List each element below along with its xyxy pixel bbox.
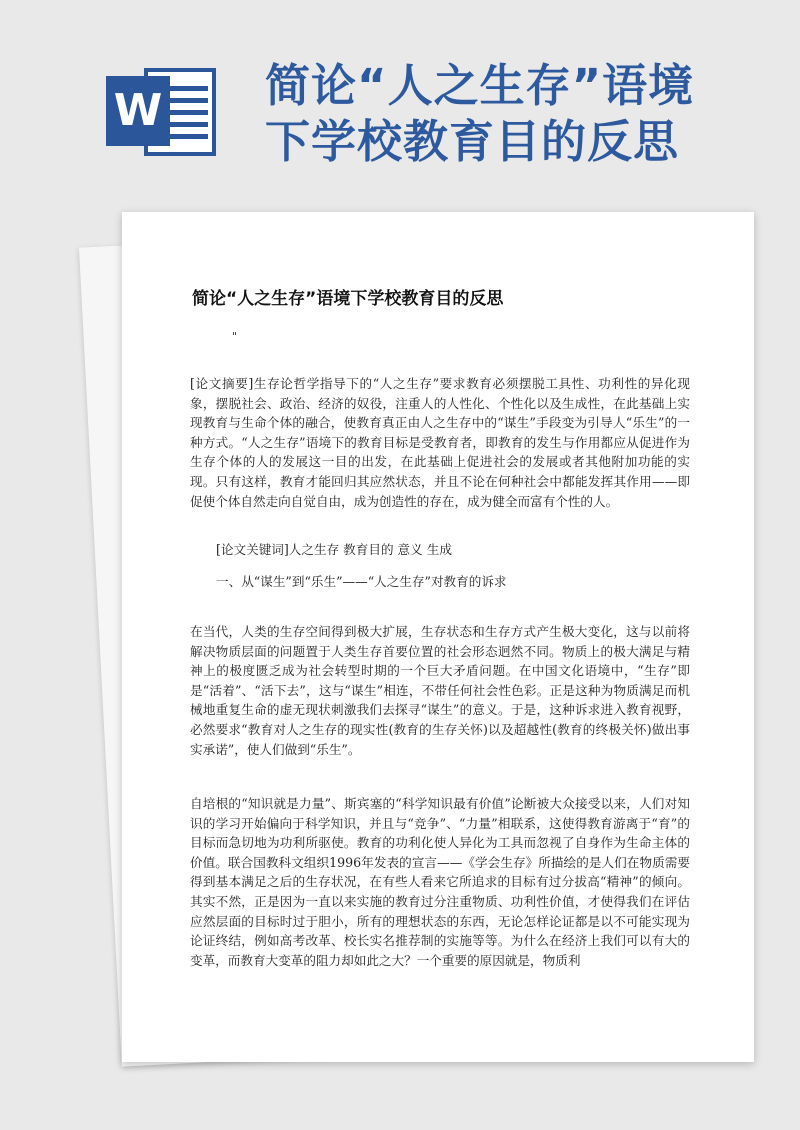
section-heading: 一、从“谋生”到“乐生”——“人之生存”对教育的诉求	[216, 574, 507, 589]
word-badge-icon: W	[106, 76, 170, 146]
document-title: 简论“人之生存”语境下学校教育目的反思	[192, 289, 504, 309]
document-page	[122, 212, 754, 1062]
keywords-line: [论文关键词]人之生存 教育目的 意义 生成	[216, 542, 452, 557]
word-document-icon	[106, 68, 216, 156]
header	[0, 0, 800, 210]
page-title-line2: 下学校教育目的反思	[265, 115, 680, 168]
page-title	[265, 58, 785, 170]
body-paragraph-1: 在当代，人类的生存空间得到极大扩展，生存状态和生存方式产生极大变化，这与以前将解决物质层面的问题置于人类生存首要位置的社会形态迥然不同。物质上的极大满足与精神上的极度匮乏成为社会转型时期的一个巨大矛盾问题。在中国文化语境中，“生存”即是“活着”、“活下去”，这与“谋生”相连，不带任何社会性色彩。正是这种为物质满足而机械地重复生命的虚无现状刺激我们去探寻“谋生”的意义。于是，这种诉求进入教育视野，必然要求“教育对人之生存的现实性(教育的生存关怀)以及超越性(教育的终极关怀)做出事实承诺”，使人们做到“乐生”。	[190, 624, 690, 757]
quote-mark: "	[232, 330, 238, 343]
abstract-paragraph: [论文摘要]生存论哲学指导下的“人之生存”要求教育必须摆脱工具性、功利性的异化现象，摆脱社会、政治、经济的奴役，注重人的人性化、个性化以及生成性，在此基础上实现教育与生命个体的融合，使教育真正由人之生存中的“谋生”手段变为引导人“乐生”的一种方式。“人之生存”语境下的教育目标是受教育者，即教育的发生与作用都应从促进作为生存个体的人的发展这一目的出发，在此基础上促进社会的发展或者其他附加功能的实现。只有这样，教育才能回归其应然状态，并且不论在何种社会中都能发挥其作用——即促使个体自然走向自觉自由，成为创造性的存在，成为健全而富有个性的人。	[190, 376, 690, 509]
page-title-line1: 简论“人之生存”语境	[265, 59, 695, 112]
body-paragraph-2: 自培根的“知识就是力量”、斯宾塞的“科学知识最有价值”论断被大众接受以来，人们对知识的学习开始偏向于科学知识，并且与“竞争”、“力量”相联系，这使得教育游离于“育”的目标而急切地为功利所驱使。教育的功利化使人异化为工具而忽视了自身作为生命主体的价值。联合国教科文组织1996年发表的宣言——《学会生存》所描绘的是人们在物质需要得到基本满足之后的生存状况，在有些人看来它所追求的目标有过分拔高“精神”的倾向。其实不然，正是因为一直以来实施的教育过分注重物质、功利性价值，才使得我们在评估应然层面的目标时过于胆小，所有的理想状态的东西，无论怎样论证都是以不可能实现为论证终结，例如高考改革、校长实名推荐制的实施等等。为什么在经济上我们可以有大的变革，而教育大变革的阻力却如此之大？一个重要的原因就是，物质利	[190, 796, 690, 968]
